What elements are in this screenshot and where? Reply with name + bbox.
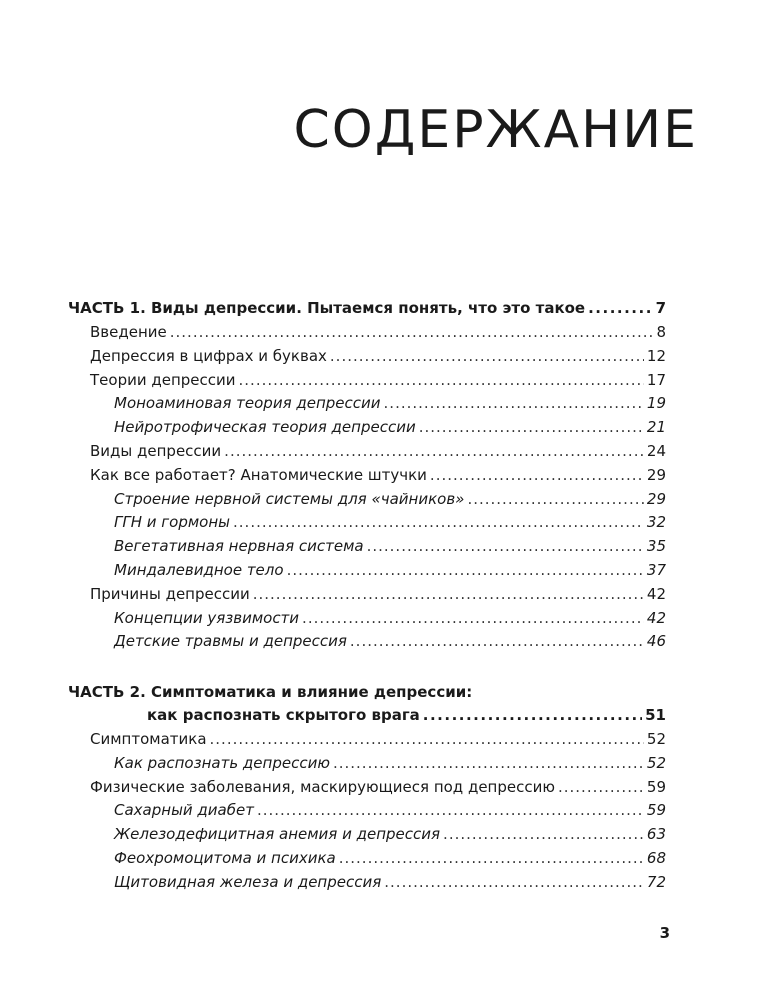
toc-entry-page: 29	[646, 489, 666, 508]
toc-entry	[0, 822, 760, 846]
toc-part-2-page: 51	[645, 706, 666, 724]
toc-leader-dots	[467, 487, 643, 511]
toc-leader-dots	[558, 775, 644, 799]
toc-entry-label: Теории депрессии	[90, 370, 236, 389]
toc-entry-page: 8	[656, 323, 666, 341]
toc-entry-page: 17	[646, 370, 666, 389]
toc-entry-page: 72	[646, 872, 666, 891]
toc-entry-page: 24	[646, 442, 666, 460]
toc-part-1-label: ЧАСТЬ 1. Виды депрессии. Пытаемся понять, что это такое	[68, 299, 586, 317]
toc-entry	[0, 534, 760, 558]
toc-leader-dots	[253, 582, 644, 606]
toc-leader-dots	[333, 751, 644, 775]
toc-entry-page: 52	[646, 730, 666, 748]
page-title: СОДЕРЖАНИЕ	[293, 100, 698, 160]
toc-entry-page: 29	[646, 465, 666, 484]
toc-entry-label: Симптоматика	[90, 730, 207, 748]
toc-entry-label: Концепции уязвимости	[114, 608, 300, 627]
toc-leader-dots	[239, 368, 644, 392]
toc-entry-label: Введение	[90, 323, 167, 341]
toc-entry-page: 12	[646, 346, 666, 365]
toc-leader-dots	[419, 415, 644, 439]
toc-leader-dots	[287, 558, 644, 582]
toc-entry-page: 59	[646, 777, 666, 796]
toc-entry	[0, 487, 760, 511]
toc-entry	[0, 558, 760, 582]
toc-entry-label: Детские травмы и депрессия	[114, 632, 347, 651]
toc-entry-page: 42	[646, 584, 666, 603]
toc-leader-dots	[384, 391, 644, 415]
toc-entry-page: 32	[646, 513, 666, 532]
toc-leader-dots	[384, 870, 644, 894]
toc-entry	[0, 629, 760, 653]
toc-entry-page: 37	[646, 561, 666, 579]
toc-leader-dots	[588, 296, 652, 320]
toc-entry-label: Нейротрофическая теория депрессии	[114, 418, 416, 437]
toc-entry	[0, 798, 760, 822]
toc-entry-page: 59	[646, 801, 666, 820]
toc-entry	[0, 510, 760, 534]
toc-leader-dots	[233, 510, 644, 534]
toc-entry	[0, 415, 760, 439]
toc-entry	[0, 870, 760, 894]
toc-entry-label: Феохромоцитома и психика	[114, 849, 336, 867]
toc-entry-page: 42	[646, 608, 666, 627]
toc-entry-label: Сахарный диабет	[114, 801, 254, 820]
toc-part-2-label-line2: как распознать скрытого врага	[147, 706, 420, 724]
toc-part-1	[0, 296, 760, 320]
toc-leader-dots	[350, 629, 644, 653]
toc-leader-dots	[170, 320, 654, 344]
toc-entry	[0, 463, 760, 487]
toc-entry-page: 19	[646, 394, 666, 413]
toc-entry-label: Виды депрессии	[90, 442, 222, 460]
toc-entry	[0, 727, 760, 751]
toc-entry-label: Депрессия в цифрах и буквах	[90, 346, 327, 365]
toc-part-1-page: 7	[655, 299, 666, 317]
toc-leader-dots	[330, 344, 644, 368]
toc-leader-dots	[367, 534, 644, 558]
toc-entry-page: 35	[646, 537, 666, 556]
toc-entry	[0, 344, 760, 368]
toc-entry-label: Как распознать депрессию	[114, 753, 330, 772]
toc-entry	[0, 368, 760, 392]
toc-leader-dots	[257, 798, 644, 822]
toc-entry-label: Причины депрессии	[90, 584, 250, 603]
toc-entry-page: 68	[646, 849, 666, 867]
toc-entry-label: Как все работает? Анатомические штучки	[90, 465, 427, 484]
toc-leader-dots	[430, 463, 644, 487]
toc-entry	[0, 846, 760, 870]
toc-entry	[0, 582, 760, 606]
toc-entry	[0, 775, 760, 799]
toc-entry-label: ГГН и гормоны	[114, 513, 231, 532]
toc-part-2	[0, 703, 760, 727]
toc-entry	[0, 320, 760, 344]
toc-entry	[0, 751, 760, 775]
toc-entry-label: Железодефицитная анемия и депрессия	[114, 825, 441, 844]
toc-leader-dots	[443, 822, 644, 846]
toc-entry-label: Физические заболевания, маскирующиеся под депрессию	[90, 777, 555, 796]
toc-entry-label: Щитовидная железа и депрессия	[114, 872, 382, 891]
toc-entry-label: Строение нервной системы для «чайников»	[114, 489, 465, 508]
toc-part-2-label-line1: ЧАСТЬ 2. Симптоматика и влияние депрессии:	[68, 683, 473, 701]
toc-entry-page: 21	[646, 418, 666, 437]
toc-entry-label: Миндалевидное тело	[114, 561, 284, 579]
toc-entry-page: 63	[646, 825, 666, 844]
toc-leader-dots	[423, 703, 642, 727]
toc-entry	[0, 606, 760, 630]
toc-leader-dots	[224, 439, 644, 463]
toc-entry-label: Моноаминовая теория депрессии	[114, 394, 381, 413]
page-number: 3	[659, 924, 670, 942]
toc-entry	[0, 439, 760, 463]
toc-leader-dots	[210, 727, 644, 751]
toc-entry-page: 46	[646, 632, 666, 651]
toc-entry	[0, 391, 760, 415]
toc-leader-dots	[339, 846, 644, 870]
toc-entry-page: 52	[646, 753, 666, 772]
toc-leader-dots	[302, 606, 644, 630]
toc-entry-label: Вегетативная нервная система	[114, 537, 364, 556]
